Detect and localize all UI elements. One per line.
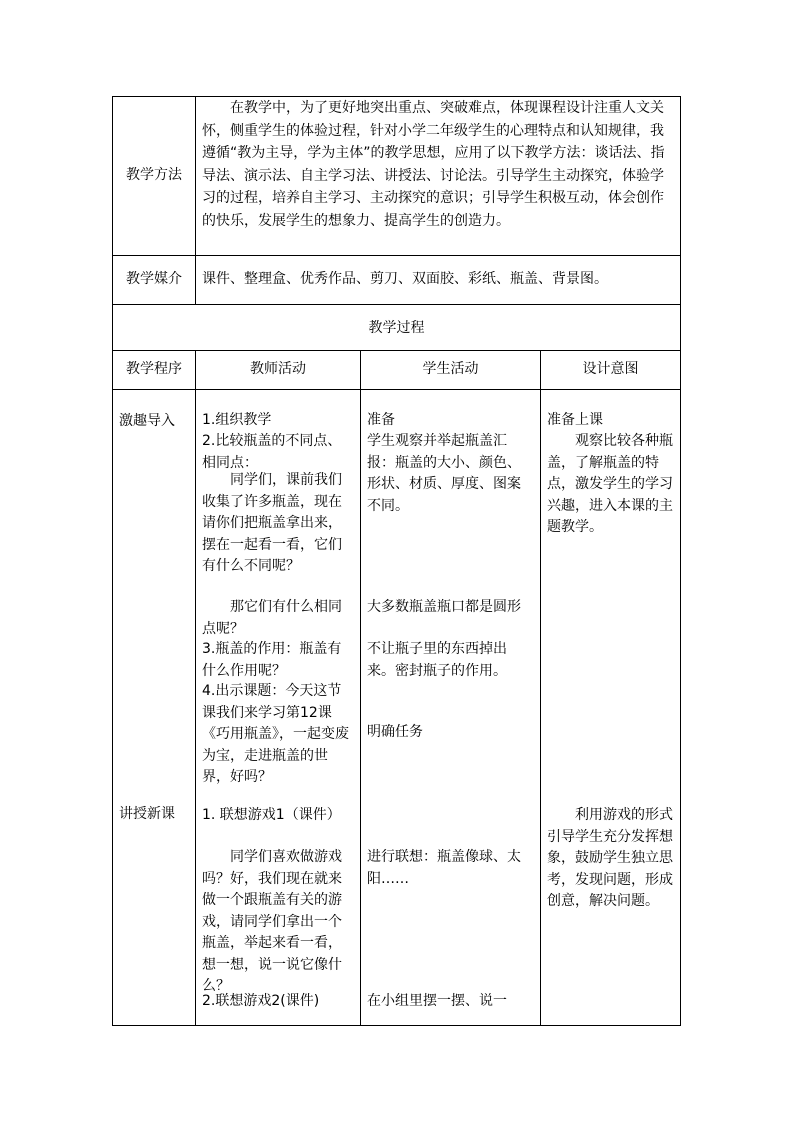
header-teacher: 教师活动	[250, 361, 306, 377]
process-title: 教学过程	[368, 320, 425, 336]
col-divider-label-top	[195, 96, 196, 304]
header-design: 设计意图	[582, 361, 639, 377]
header-procedure: 教学程序	[126, 361, 182, 377]
design-item-3: 利用游戏的形式引导学生充分发挥想象，鼓励学生独立思考，发现问题，形成创意，解决问题。	[547, 807, 673, 909]
col-divider-teacher	[360, 350, 361, 1025]
student-item-2: 学生观察并举起瓶盖汇报：瓶盖的大小、颜色、形状、材质、厚度、图案不同。	[367, 433, 521, 514]
design-item-2: 观察比较各种瓶盖，了解瓶盖的特点，激发学生的学习兴趣，进入本课的主题教学。	[547, 433, 673, 535]
student-item-6: 进行联想：瓶盖像球、太阳……	[367, 849, 521, 887]
teacher-item-7: 1. 联想游戏1（课件）	[202, 807, 341, 823]
design-item-1: 准备上课	[547, 412, 603, 428]
student-item-5: 明确任务	[367, 724, 423, 740]
teacher-item-2: 2.比较瓶盖的不同点、相同点：	[202, 433, 342, 471]
student-item-1: 准备	[367, 412, 395, 428]
table-border-left	[112, 96, 113, 1025]
row-divider-process	[112, 350, 681, 351]
student-item-7: 在小组里摆一摆、说一	[367, 993, 507, 1009]
col-divider-student	[540, 350, 541, 1025]
teacher-item-5: 3.瓶盖的作用：瓶盖有什么作用呢？	[202, 641, 342, 679]
row-divider-method	[112, 255, 681, 256]
teacher-item-1: 1.组织教学	[202, 412, 272, 428]
method-label: 教学方法	[126, 167, 182, 183]
teacher-item-6: 4.出示课题：今天这节课我们来学习第12课《巧用瓶盖》，一起变废为宝，走进瓶盖的世界，好吗？	[202, 683, 349, 785]
section-intro-label: 激趣导入	[119, 413, 175, 429]
method-text: 在教学中，为了更好地突出重点、突破难点，体现课程设计注重人文关怀，侧重学生的体验过程，针对小学二年级学生的心理特点和认知规律，我遵循“教为主导，学为主体”的教学思想，应用了以下教学方法：谈话法、指导法、演示法、自主学习法、讲授法、讨论法。引导学生主动探究，体验学习的过程，培养自主学习、主动探究的意识；引导学生积极互动，体会创作的快乐，发展学生的想象力、提高学生的创造力。	[202, 100, 665, 229]
section-new-label: 讲授新课	[119, 806, 175, 822]
table-border-bottom	[112, 1025, 681, 1026]
table-border-right	[680, 96, 681, 1025]
teacher-item-3: 同学们，课前我们收集了许多瓶盖，现在请你们把瓶盖拿出来，摆在一起看一看，它们有什么不同呢？	[202, 472, 342, 574]
header-student: 学生活动	[422, 361, 479, 377]
row-divider-headers	[112, 389, 681, 390]
media-label: 教学媒介	[126, 271, 182, 287]
col-divider-label-bottom	[195, 350, 196, 1025]
row-divider-media	[112, 304, 681, 305]
teacher-item-4: 那它们有什么相同点呢？	[202, 599, 342, 637]
student-item-3: 大多数瓶盖瓶口都是圆形	[367, 599, 521, 615]
teacher-item-9: 2.联想游戏2(课件)	[202, 993, 320, 1009]
teacher-item-8: 同学们喜欢做游戏吗？好，我们现在就来做一个跟瓶盖有关的游戏，请同学们拿出一个瓶盖，举起来看一看，想一想，说一说它像什么？	[202, 849, 342, 994]
media-text: 课件、整理盒、优秀作品、剪刀、双面胶、彩纸、瓶盖、背景图。	[202, 271, 608, 287]
student-item-4: 不让瓶子里的东西掉出来。密封瓶子的作用。	[367, 641, 507, 679]
